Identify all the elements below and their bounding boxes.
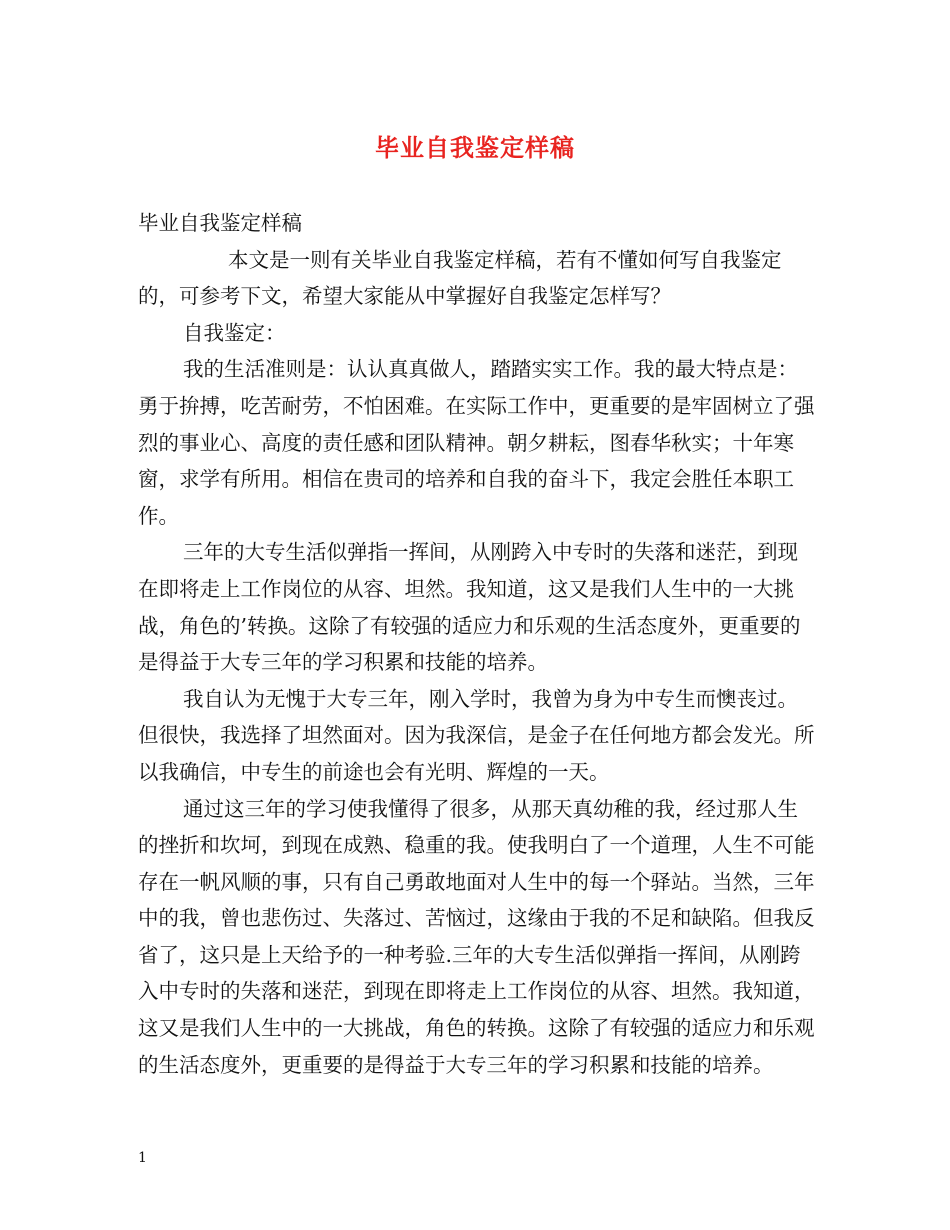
document-title: 毕业自我鉴定样稿 [375,133,575,162]
body-paragraph-2: 三年的大专生活似弹指一挥间，从刚跨入中专时的失落和迷茫，到现在即将走上工作岗位的从容、坦然。我知道，这又是我们人生中的一大挑战，角色的’转换。这除了有较强的适应力和乐观的生活态度外，更重要的是得益于大专三年的学习积累和技能的培养。 [138,540,801,675]
section-label: 自我鉴定： [183,320,286,345]
document-subheading: 毕业自我鉴定样稿 [138,211,302,235]
intro-paragraph: 本文是一则有关毕业自我鉴定样稿，若有不懂如何写自我鉴定的，可参考下文，希望大家能从中掌握好自我鉴定怎样写？ [138,247,782,309]
body-paragraph-3: 我自认为无愧于大专三年，刚入学时，我曾为身为中专生而懊丧过。但很快，我选择了坦然面对。因为我深信，是金子在任何地方都会发光。所以我确信，中专生的前途也会有光明、辉煌的一天。 [138,686,815,784]
body-paragraph-1: 我的生活准则是：认认真真做人，踏踏实实工作。我的最大特点是：勇于拚搏，吃苦耐劳，不怕困难。在实际工作中，更重要的是牢固树立了强烈的事业心、高度的责任感和团队精神。朝夕耕耘，图春华秋实；十年寒窗，求学有所用。相信在贵司的培养和自我的奋斗下，我定会胜任本职工作。 [138,357,815,528]
document-body [138,205,818,1083]
page-number: 1 [138,1150,147,1166]
body-paragraph-4: 通过这三年的学习使我懂得了很多，从那天真幼稚的我，经过那人生的挫折和坎坷，到现在成熟、稳重的我。使我明白了一个道理，人生不可能存在一帆风顺的事，只有自己勇敢地面对人生中的每一个驿站。当然，三年中的我，曾也悲伤过、失落过、苦恼过，这缘由于我的不足和缺陷。但我反省了，这只是上天给予的一种考验.三年的大专生活似弹指一挥间，从刚跨入中专时的失落和迷茫，到现在即将走上工作岗位的从容、坦然。我知道，这又是我们人生中的一大挑战，角色的转换。这除了有较强的适应力和乐观的生活态度外，更重要的是得益于大专三年的学习积累和技能的培养。 [138,796,815,1077]
